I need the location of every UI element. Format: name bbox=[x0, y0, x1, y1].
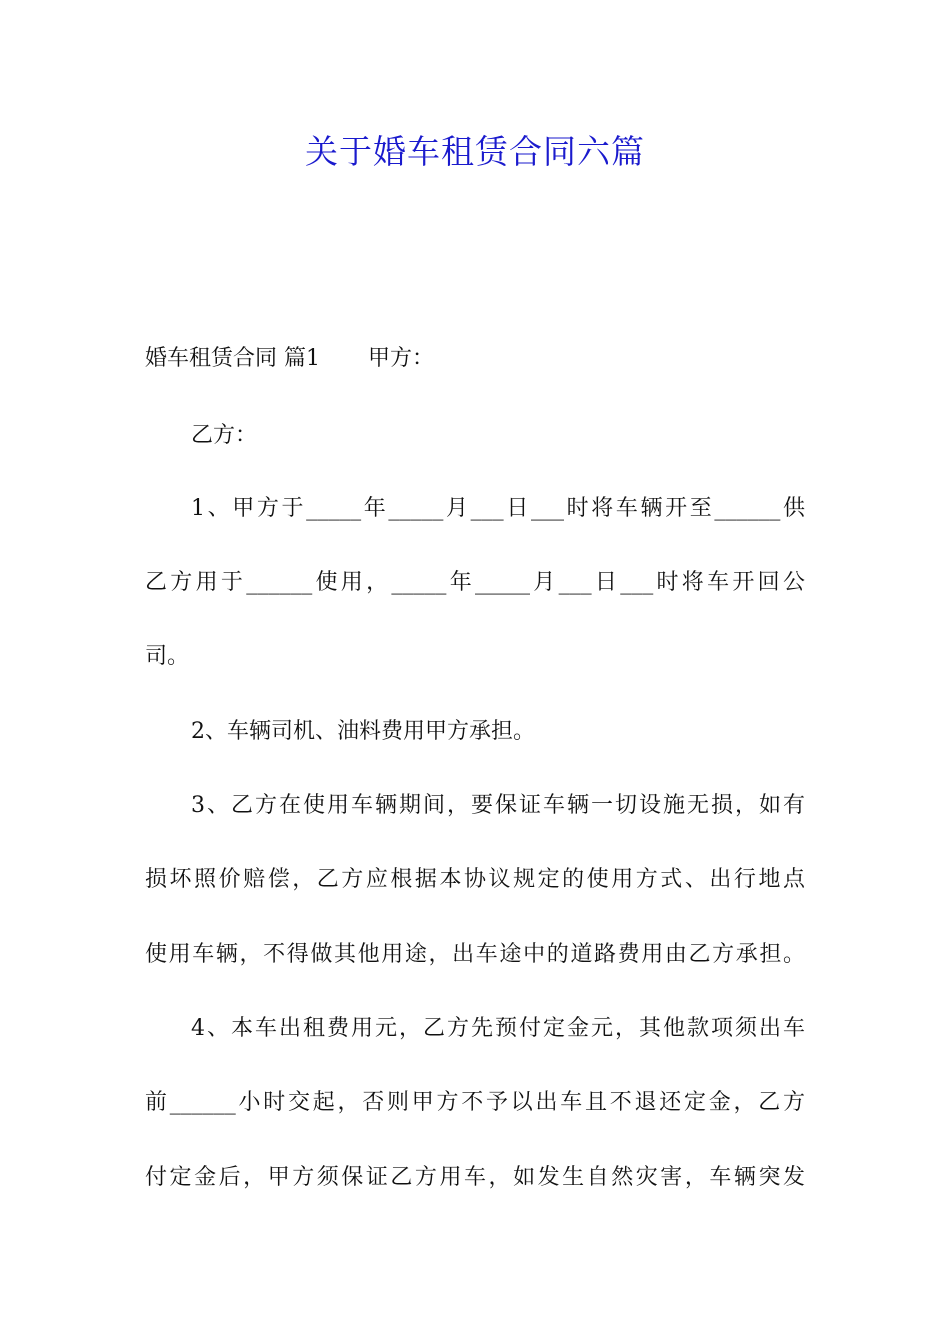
paragraph-line: 4、本车出租费用元，乙方先预付定金元，其他款项须出车 bbox=[191, 1016, 805, 1041]
party-b-label: 乙方： bbox=[191, 423, 258, 448]
paragraph-line: 损坏照价赔偿，乙方应根据本协议规定的使用方式、出行地点 bbox=[145, 867, 805, 892]
contract-name: 婚车租赁合同 篇1 bbox=[145, 346, 320, 371]
paragraph-line: 2、车辆司机、油料费用甲方承担。 bbox=[191, 719, 535, 744]
document-title: 关于婚车租赁合同六篇 bbox=[305, 132, 645, 171]
paragraph-line: 付定金后，甲方须保证乙方用车，如发生自然灾害，车辆突发 bbox=[145, 1165, 805, 1190]
paragraph-line: 使用车辆，不得做其他用途，出车途中的道路费用由乙方承担。 bbox=[145, 942, 805, 967]
party-a-label: 甲方： bbox=[368, 346, 435, 371]
heading-line bbox=[145, 341, 805, 377]
paragraph-line: 司。 bbox=[145, 644, 190, 669]
paragraph-line: 1、甲方于_____年_____月___日___时将车辆开至______供 bbox=[191, 496, 805, 521]
paragraph-line: 3、乙方在使用车辆期间，要保证车辆一切设施无损，如有 bbox=[191, 793, 805, 818]
paragraph-line: 前______小时交起，否则甲方不予以出车且不退还定金，乙方 bbox=[145, 1090, 805, 1115]
paragraph-line: 乙方用于______使用，_____年_____月___日___时将车开回公 bbox=[145, 570, 805, 595]
